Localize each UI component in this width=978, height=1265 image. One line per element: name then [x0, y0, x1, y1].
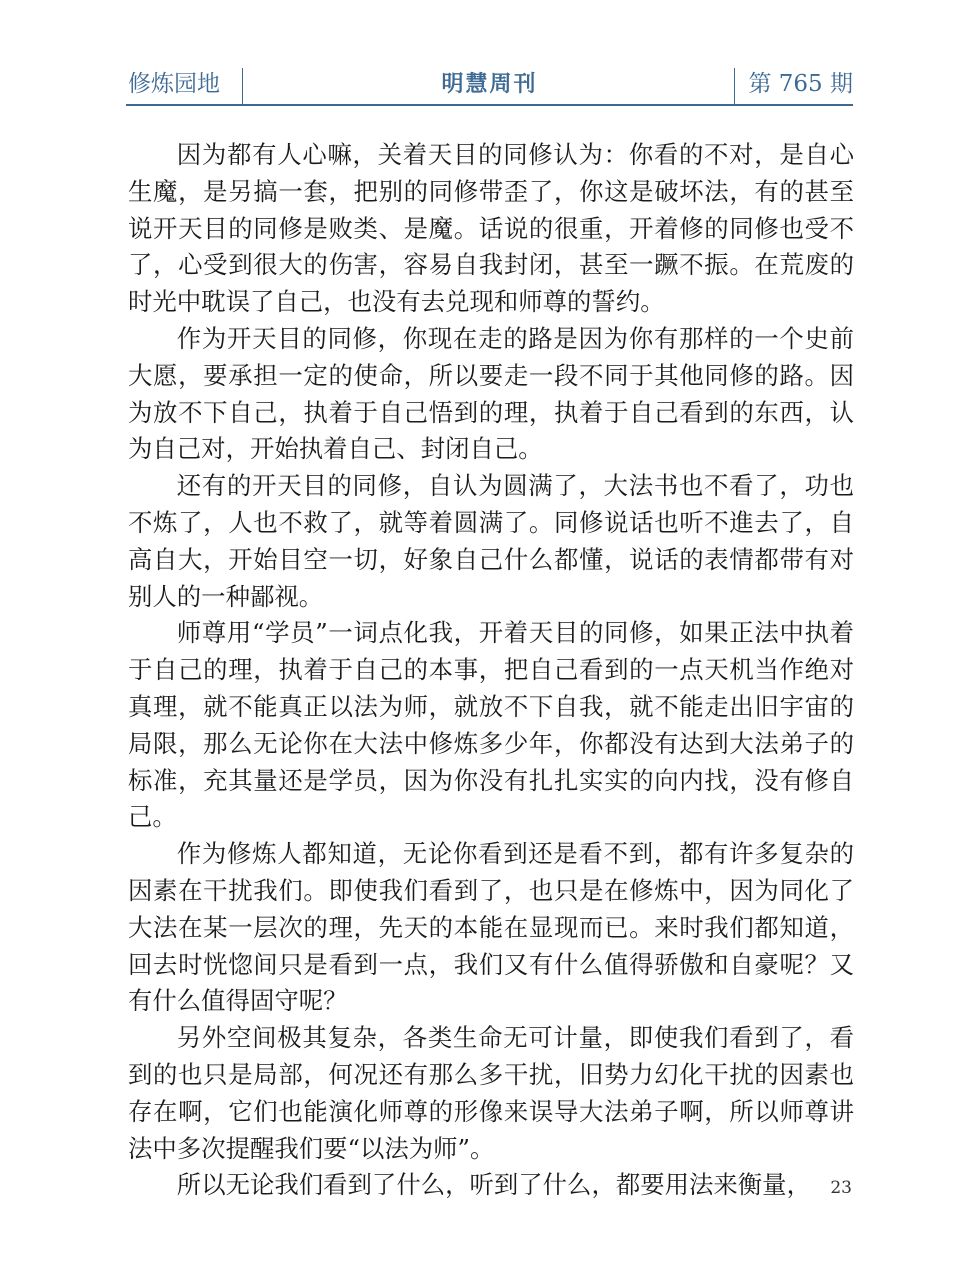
- paragraph: 另外空间极其复杂，各类生命无可计量，即使我们看到了，看到的也只是局部，何况还有那么多干扰，旧势力幻化干扰的因素也存在啊，它们也能演化师尊的形像来误导大法弟子啊，所以师尊讲法中多次提醒我们要“以法为师”。: [128, 1023, 854, 1163]
- paragraph: 作为开天目的同修，你现在走的路是因为你有那样的一个史前大愿，要承担一定的使命，所以要走一段不同于其他同修的路。因为放不下自己，执着于自己悟到的理，执着于自己看到的东西，认为自己对，开始执着自己、封闭自己。: [128, 323, 854, 464]
- paragraph: 因为都有人心嘛，关着天目的同修认为：你看的不对，是自心生魔，是另搞一套，把别的同修带歪了，你这是破坏法，有的甚至说开天目的同修是败类、是魔。话说的很重，开着修的同修也受不了，心受到很大的伤害，容易自我封闭，甚至一蹶不振。在荒废的时光中耽误了自己，也没有去兑现和师尊的誓约。: [128, 140, 854, 317]
- section-title: 修炼园地: [128, 71, 220, 97]
- page-number: 23: [830, 1178, 852, 1198]
- publication-title: 明慧周刊: [441, 71, 538, 97]
- article-body: [128, 137, 854, 1204]
- running-header: [126, 64, 853, 104]
- paragraph: 所以无论我们看到了什么，听到了什么，都要用法来衡量，: [176, 1170, 811, 1200]
- paragraph: 还有的开天目的同修，自认为圆满了，大法书也不看了，功也不炼了，人也不救了，就等着圆满了。同修说话也听不進去了，自高自大，开始目空一切，好象自己什么都懂，说话的表情都带有对别人的一种鄙视。: [128, 471, 854, 611]
- issue-number: 第 765 期: [748, 71, 853, 97]
- header-rule: [126, 104, 853, 106]
- paragraph: 师尊用“学员”一词点化我，开着天目的同修，如果正法中执着于自己的理，执着于自己的本事，把自己看到的一点天机当作绝对真理，就不能真正以法为师，就放不下自我，就不能走出旧宇宙的局限，那么无论你在大法中修炼多少年，你都没有达到大法弟子的标准，充其量还是学员，因为你没有扎扎实实的向内找，没有修自己。: [128, 618, 854, 832]
- header-divider: [734, 68, 735, 104]
- paragraph: 作为修炼人都知道，无论你看到还是看不到，都有许多复杂的因素在干扰我们。即使我们看到了，也只是在修炼中，因为同化了大法在某一层次的理，先天的本能在显现而已。来时我们都知道，回去时恍惚间只是看到一点，我们又有什么值得骄傲和自豪呢？又有什么值得固守呢？: [128, 839, 854, 1016]
